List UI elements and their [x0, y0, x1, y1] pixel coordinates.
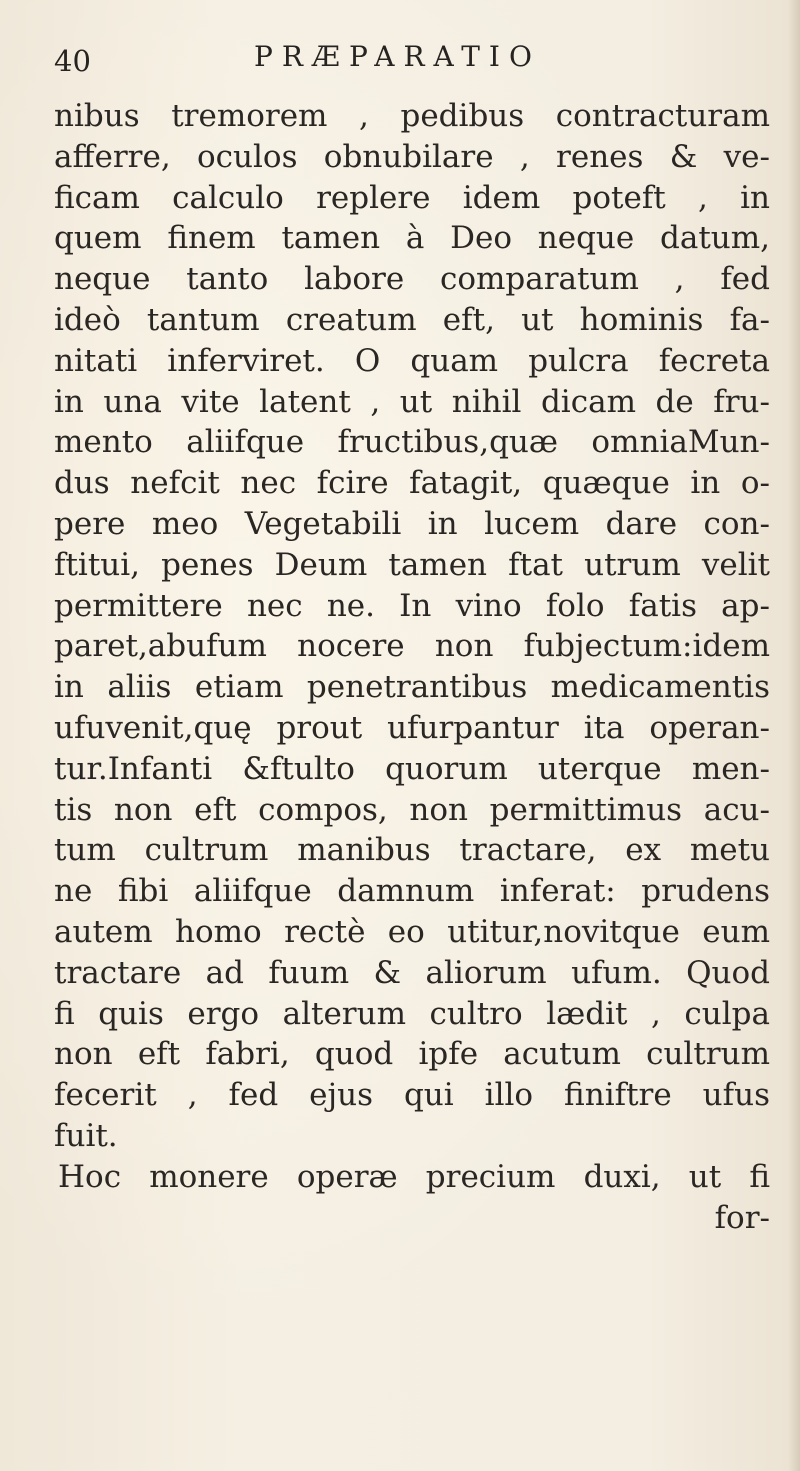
text-line: ne fibi aliifque damnum inferat: prudens	[54, 873, 770, 910]
text-line: neque tanto labore comparatum , fed	[54, 261, 770, 298]
running-title: PRÆPARATIO	[254, 40, 541, 73]
text-line: tis non eft compos, non permittimus acu-	[54, 791, 770, 828]
text-line: autem homo rectè eo utitur,novitque eum	[54, 913, 770, 950]
text-line: mento aliifque fructibus,quæ omniaMun-	[54, 424, 770, 461]
text-line: tractare ad fuum & aliorum ufum. Quod	[54, 954, 770, 991]
body-text	[54, 96, 770, 1238]
text-line: in una vite latent , ut nihil dicam de fru-	[54, 383, 770, 420]
text-line: ficam calculo replere idem poteft , in	[54, 179, 770, 216]
text-line: tum cultrum manibus tractare, ex metu	[54, 832, 770, 869]
text-line: dus nefcit nec fcire fatagit, quæque in o-	[54, 465, 770, 502]
text-line: afferre, oculos obnubilare , renes & ve-	[54, 138, 770, 175]
paragraph-start-line: Hoc monere operæ precium duxi, ut fi	[58, 1158, 770, 1195]
text-line: ideò tantum creatum eft, ut hominis fa-	[54, 301, 770, 338]
text-line: in aliis etiam penetrantibus medicamentis	[54, 669, 770, 706]
text-line: non eft fabri, quod ipfe acutum cultrum	[54, 1036, 770, 1073]
text-line: fi quis ergo alterum cultro lædit , culpa	[54, 995, 770, 1032]
text-line: tur.Infanti &ftulto quorum uterque men-	[54, 750, 770, 787]
text-line: nitati inferviret. O quam pulcra fecreta	[54, 342, 770, 379]
text-line: ufuvenit,quę prout ufurpantur ita operan-	[54, 709, 770, 746]
text-line: permittere nec ne. In vino folo fatis ap-	[54, 587, 770, 624]
text-line: ftitui, penes Deum tamen ftat utrum velit	[54, 546, 770, 583]
text-line: paret,abufum nocere non fubjectum:idem	[54, 628, 770, 665]
text-line: nibus tremorem , pedibus contracturam	[54, 98, 770, 134]
page-edge-shadow	[788, 0, 800, 1471]
text-line: quem finem tamen à Deo neque datum,	[54, 220, 770, 257]
text-line: fuit.	[54, 1117, 118, 1154]
text-line: pere meo Vegetabili in lucem dare con-	[54, 505, 770, 542]
page-number: 40	[54, 44, 91, 78]
catchword: for-	[714, 1199, 770, 1236]
text-line: fecerit , fed ejus qui illo finiftre ufus	[54, 1077, 770, 1114]
page-header	[54, 40, 754, 86]
